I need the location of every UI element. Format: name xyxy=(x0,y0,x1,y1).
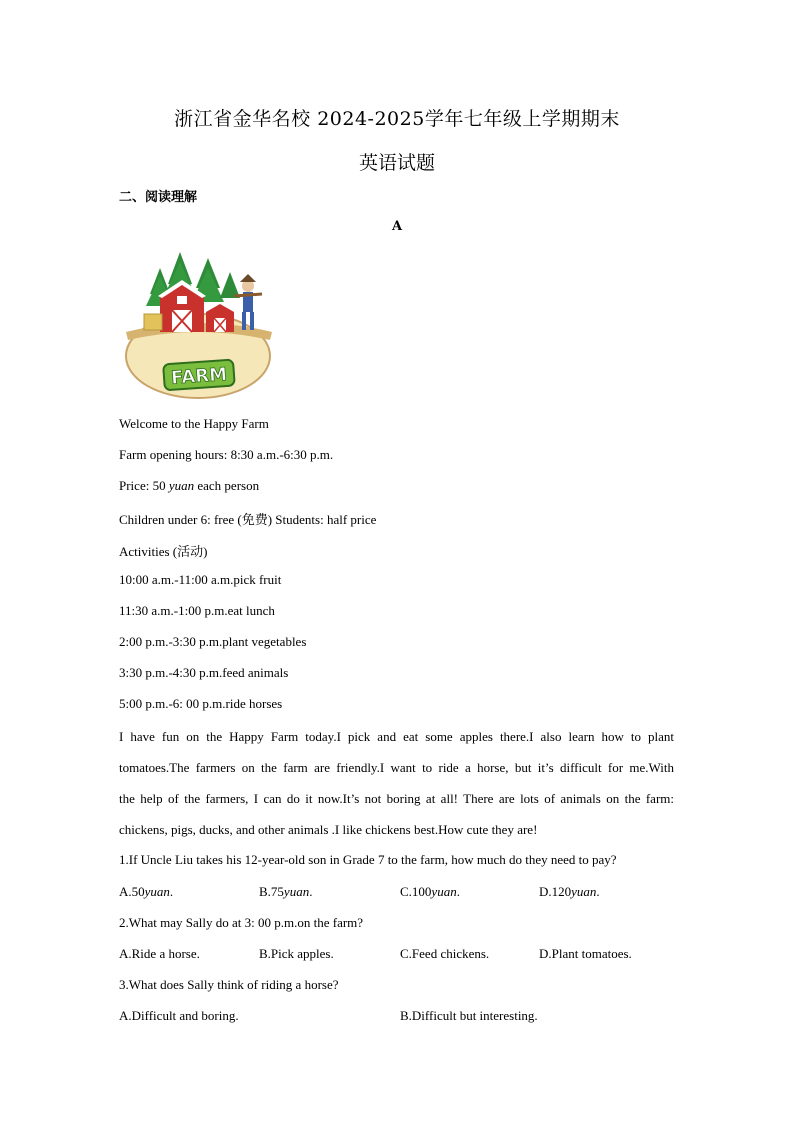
activity-item: 11:30 a.m.-1:00 p.m.eat lunch xyxy=(119,603,275,618)
farm-illustration xyxy=(120,248,280,400)
exam-subtitle: 英语试题 xyxy=(358,152,435,174)
question-1-option-d[interactable]: D.120yuan. xyxy=(539,884,600,899)
activity-item: 10:00 a.m.-11:00 a.m.pick fruit xyxy=(119,572,282,587)
passage-line: I have fun on the Happy Farm today.I pick and eat some apples there.I also learn how to plant xyxy=(119,729,674,744)
activity-item: 3:30 p.m.-4:30 p.m.feed animals xyxy=(119,665,289,680)
question-2-option-a[interactable]: A.Ride a horse. xyxy=(119,946,200,961)
activities-title: Activities (活动) xyxy=(119,544,208,559)
exam-title: 浙江省金华名校 2024-2025学年七年级上学期期末 xyxy=(174,108,620,130)
passage-line: chickens, pigs, ducks, and other animals .I like chickens best.How cute they are! xyxy=(119,822,538,837)
part-label: A xyxy=(391,219,403,234)
question-3-option-b[interactable]: B.Difficult but interesting. xyxy=(400,1008,538,1023)
passage-line: tomatoes.The farmers on the farm are friendly.I want to ride a horse, but it’s difficult for me.With xyxy=(119,760,674,775)
question-2-option-c[interactable]: C.Feed chickens. xyxy=(400,946,490,961)
reading-passage xyxy=(119,728,674,852)
passage-line: the help of the farmers, I can do it now.It’s not boring at all! There are lots of animals on the farm: xyxy=(119,791,674,806)
notice-discount: Children under 6: free (免费) Students: half price xyxy=(119,512,377,527)
activity-item: 2:00 p.m.-3:30 p.m.plant vegetables xyxy=(119,634,307,649)
notice-hours: Farm opening hours: 8:30 a.m.-6:30 p.m. xyxy=(119,447,334,462)
activity-item: 5:00 p.m.-6: 00 p.m.ride horses xyxy=(119,696,283,711)
question-1-option-a[interactable]: A.50yuan. xyxy=(119,884,174,899)
question-2-stem: 2.What may Sally do at 3: 00 p.m.on the farm? xyxy=(119,915,364,930)
price-prefix: Price: 50 xyxy=(119,478,169,493)
question-3-stem: 3.What does Sally think of riding a horse? xyxy=(119,977,339,992)
question-2-option-d[interactable]: D.Plant tomatoes. xyxy=(539,946,632,961)
price-unit: yuan xyxy=(168,478,195,493)
section-heading: 二、阅读理解 xyxy=(119,190,198,205)
question-1-option-c[interactable]: C.100yuan. xyxy=(400,884,460,899)
notice-price xyxy=(119,478,259,494)
question-1-option-b[interactable]: B.75yuan. xyxy=(259,884,313,899)
question-3-option-a[interactable]: A.Difficult and boring. xyxy=(119,1008,239,1023)
farm-logo-text: FARM xyxy=(170,364,228,389)
notice-welcome: Welcome to the Happy Farm xyxy=(119,416,269,431)
question-2-option-b[interactable]: B.Pick apples. xyxy=(259,946,334,961)
price-suffix: each person xyxy=(194,478,260,493)
question-1-stem: 1.If Uncle Liu takes his 12-year-old son in Grade 7 to the farm, how much do they need to pay? xyxy=(119,852,617,867)
